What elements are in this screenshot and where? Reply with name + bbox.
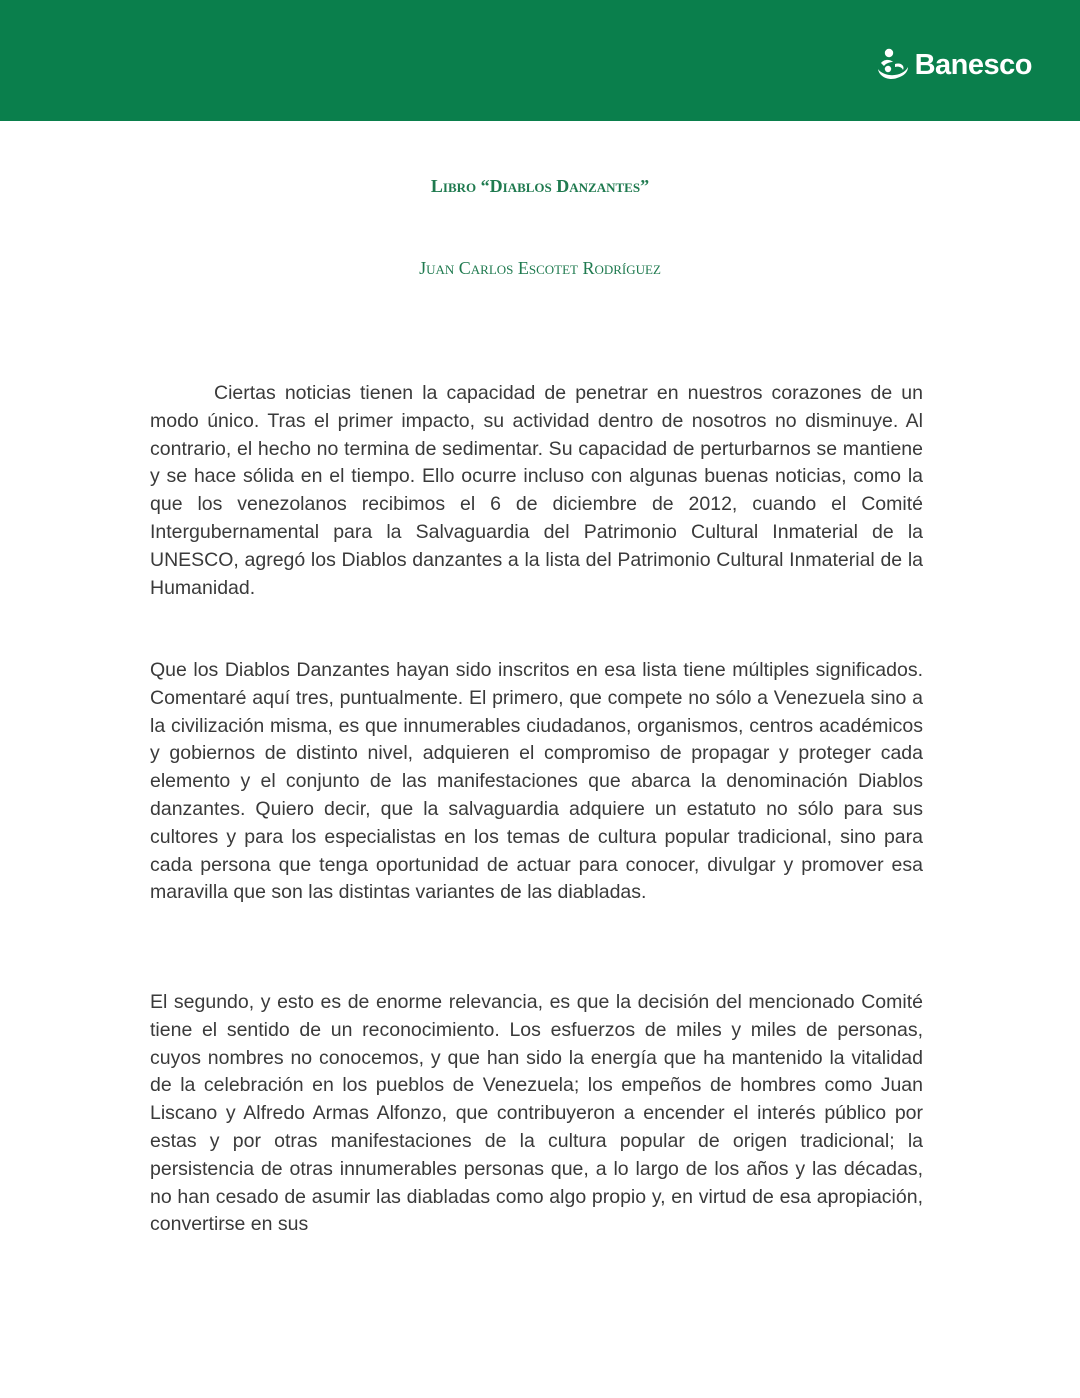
paragraph-2: Que los Diablos Danzantes hayan sido inscritos en esa lista tiene múltiples significados. Comentaré aquí tres, puntualmente. El primero, que compete no sólo a Venezuela sino a la civilización misma, es que innumerables ciudadanos, organismos, centros académicos y gobiernos de distinto nivel, adquieren el compromiso de propagar y proteger cada elemento y el conjunto de las manifestaciones que abarca la denominación Diablos danzantes. Quiero decir, que la salvaguardia adquiere un estatuto no sólo para sus cultores y para los especialistas en los temas de cultura popular tradicional, sino para cada persona que tenga oportunidad de actuar para conocer, divulgar y promover esa maravilla que son las distintas variantes de las diabladas. [150, 659, 923, 904]
banesco-people-icon [875, 48, 911, 82]
header-bar [0, 0, 1080, 121]
brand-name: Banesco [914, 48, 1032, 81]
brand-logo [875, 48, 1032, 82]
paragraph-1: Ciertas noticias tienen la capacidad de penetrar en nuestros corazones de un modo único. Tras el primer impacto, su actividad dentro de nosotros no disminuye. Al contrario, el hecho no termina de sedimentar. Su capacidad de perturbarnos se mantiene y se hace sólida en el tiempo. Ello ocurre incluso con algunas buenas noticias, como la que los venezolanos recibimos el 6 de diciembre de 2012, cuando el Comité Intergubernamental para la Salvaguardia del Patrimonio Cultural Inmaterial de la UNESCO, agregó los Diablos danzantes a la lista del Patrimonio Cultural Inmaterial de la Humanidad. [150, 382, 923, 599]
document-author: Juan Carlos Escotet Rodríguez [419, 258, 661, 278]
document-title: Libro “Diablos Danzantes” [430, 176, 650, 196]
paragraph-3: El segundo, y esto es de enorme relevancia, es que la decisión del mencionado Comité tiene el sentido de un reconocimiento. Los esfuerzos de miles y miles de personas, cuyos nombres no conocemos, y que han sido la energía que ha mantenido la vitalidad de la celebración en los pueblos de Venezuela; los empeños de hombres como Juan Liscano y Alfredo Armas Alfonzo, que contribuyeron a encender el interés público por estas y por otras manifestaciones de la cultura popular de origen tradicional; la persistencia de otras innumerables personas que, a lo largo de los años y las décadas, no han cesado de asumir las diabladas como algo propio y, en virtud de esa apropiación, convertirse en sus [150, 991, 923, 1236]
